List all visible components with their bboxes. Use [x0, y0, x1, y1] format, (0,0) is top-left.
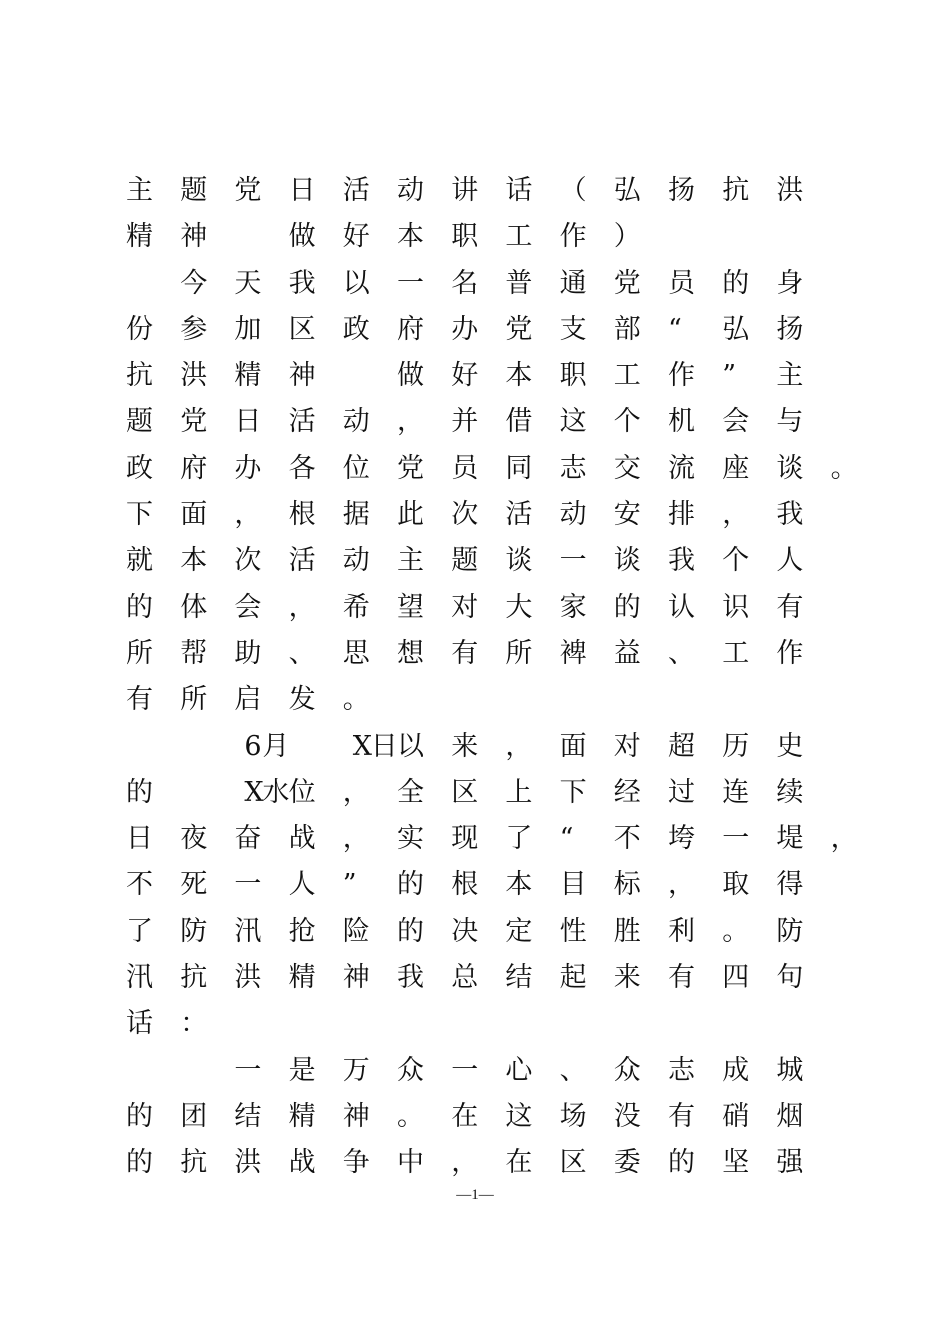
glyph: 有 — [776, 591, 804, 623]
glyph: 党 — [180, 406, 208, 438]
glyph: 防 — [776, 915, 804, 947]
glyph: 了 — [505, 823, 533, 855]
glyph: 裨 — [559, 637, 587, 669]
glyph: 次 — [451, 499, 479, 531]
glyph: 神 — [342, 962, 370, 994]
glyph: ” — [342, 869, 357, 901]
glyph: 作 — [559, 221, 587, 253]
glyph: 续 — [776, 776, 804, 808]
glyph: 抢 — [288, 915, 316, 947]
glyph: 成 — [722, 1054, 750, 1086]
glyph: 会 — [234, 591, 262, 623]
glyph: 精 — [126, 221, 153, 253]
glyph: 战 — [288, 1147, 316, 1179]
glyph: 工 — [505, 221, 533, 253]
glyph: 委 — [613, 1147, 641, 1179]
glyph: 会 — [722, 406, 750, 438]
glyph: 本 — [505, 360, 533, 392]
glyph: 党 — [397, 452, 424, 484]
glyph: 据 — [342, 499, 370, 531]
glyph: 府 — [397, 313, 424, 345]
glyph: 政 — [342, 313, 370, 345]
glyph: 并 — [451, 406, 479, 438]
glyph: ， — [722, 499, 750, 531]
glyph: 的 — [126, 1147, 153, 1179]
glyph: 下 — [559, 776, 587, 808]
glyph: 同 — [505, 452, 533, 484]
glyph: 与 — [776, 406, 804, 438]
glyph: 作 — [776, 637, 804, 669]
body-line — [126, 261, 886, 307]
glyph: 不 — [613, 823, 641, 855]
glyph: 讲 — [451, 175, 479, 206]
glyph: 抗 — [126, 360, 153, 392]
glyph: 争 — [342, 1147, 370, 1179]
glyph: 各 — [288, 452, 316, 484]
glyph: 全 — [397, 776, 424, 808]
glyph: 动 — [342, 545, 370, 577]
glyph: 精 — [234, 360, 262, 392]
glyph: 题 — [126, 406, 153, 438]
glyph: 这 — [505, 1100, 533, 1132]
glyph: 史 — [776, 730, 804, 762]
glyph: 定 — [505, 915, 533, 947]
glyph: 的 — [397, 869, 424, 901]
glyph: 参 — [180, 313, 208, 345]
glyph: ， — [288, 591, 316, 623]
glyph: 日 — [288, 175, 316, 206]
glyph: 政 — [126, 452, 153, 484]
glyph: 抗 — [180, 962, 208, 994]
glyph: 区 — [288, 313, 316, 345]
glyph: 奋 — [234, 823, 262, 855]
glyph: 本 — [180, 545, 208, 577]
glyph: 、 — [288, 637, 316, 669]
glyph: 洪 — [776, 175, 804, 206]
glyph: 人 — [776, 545, 804, 577]
glyph: 6 — [244, 730, 262, 762]
glyph: 我 — [288, 267, 316, 299]
glyph: 思 — [342, 637, 370, 669]
glyph: 历 — [722, 730, 750, 762]
glyph: 一 — [451, 1054, 479, 1086]
glyph: 本 — [505, 869, 533, 901]
glyph: 夜 — [180, 823, 208, 855]
glyph: 希 — [342, 591, 370, 623]
glyph: 员 — [668, 267, 695, 299]
glyph: ） — [613, 221, 641, 253]
glyph: 有 — [668, 962, 695, 994]
glyph: 天 — [234, 267, 262, 299]
glyph: 党 — [613, 267, 641, 299]
glyph: 没 — [613, 1100, 641, 1132]
glyph: 主 — [397, 545, 424, 577]
glyph: 月 — [262, 730, 290, 762]
glyph: 汛 — [126, 962, 153, 994]
glyph: 活 — [288, 406, 316, 438]
glyph: 一 — [722, 823, 750, 855]
glyph: X — [352, 730, 373, 762]
glyph: 垮 — [668, 823, 695, 855]
glyph: 就 — [126, 545, 153, 577]
glyph: 谈 — [613, 545, 641, 577]
glyph: 有 — [668, 1100, 695, 1132]
glyph: 决 — [451, 915, 479, 947]
glyph: 个 — [613, 406, 641, 438]
glyph: ， — [668, 869, 695, 901]
glyph: 的 — [397, 915, 424, 947]
body-line — [126, 770, 886, 816]
glyph: 防 — [180, 915, 208, 947]
glyph: 在 — [505, 1147, 533, 1179]
glyph: 党 — [234, 175, 262, 206]
glyph: 认 — [668, 591, 695, 623]
glyph: 我 — [397, 962, 424, 994]
glyph: 句 — [776, 962, 804, 994]
glyph: 过 — [668, 776, 695, 808]
glyph: 神 — [180, 221, 208, 253]
glyph: 机 — [668, 406, 695, 438]
glyph: 支 — [559, 313, 587, 345]
glyph: 神 — [342, 1100, 370, 1132]
glyph: 精 — [288, 962, 316, 994]
glyph: 发 — [288, 684, 316, 716]
glyph: 对 — [451, 591, 479, 623]
glyph: 名 — [451, 267, 479, 299]
glyph: 助 — [234, 637, 262, 669]
glyph: 家 — [559, 591, 587, 623]
glyph: 谈 — [776, 452, 804, 484]
glyph: 一 — [559, 545, 587, 577]
glyph: 洪 — [234, 1147, 262, 1179]
glyph: 扬 — [668, 175, 695, 206]
glyph: 下 — [126, 499, 153, 531]
glyph: 结 — [234, 1100, 262, 1132]
body-line — [126, 446, 886, 492]
glyph: 办 — [234, 452, 262, 484]
glyph: ， — [451, 1147, 479, 1179]
glyph: 人 — [288, 869, 316, 901]
glyph: 目 — [559, 869, 587, 901]
glyph: 主 — [776, 360, 804, 392]
glyph: 工 — [722, 637, 750, 669]
glyph: 想 — [397, 637, 424, 669]
glyph: 面 — [559, 730, 587, 762]
glyph: 帮 — [180, 637, 208, 669]
glyph: 众 — [613, 1054, 641, 1086]
glyph: 今 — [180, 267, 208, 299]
title-line — [126, 214, 886, 260]
glyph: 党 — [505, 313, 533, 345]
glyph: 洪 — [180, 360, 208, 392]
glyph: 弘 — [722, 313, 750, 345]
glyph: 谈 — [505, 545, 533, 577]
glyph: 抗 — [180, 1147, 208, 1179]
glyph: 做 — [397, 360, 424, 392]
glyph: 志 — [559, 452, 587, 484]
glyph: 主 — [126, 175, 153, 206]
glyph: 了 — [126, 915, 153, 947]
glyph: 连 — [722, 776, 750, 808]
glyph: 员 — [451, 452, 479, 484]
glyph: 次 — [234, 545, 262, 577]
glyph: 、 — [668, 637, 695, 669]
glyph: “ — [668, 313, 682, 345]
glyph: 有 — [126, 684, 153, 716]
glyph: 日 — [234, 406, 262, 438]
body-line — [126, 816, 886, 862]
document-body — [126, 168, 886, 1187]
glyph: 区 — [559, 1147, 587, 1179]
glyph: 现 — [451, 823, 479, 855]
glyph: 题 — [180, 175, 208, 206]
glyph: 本 — [397, 221, 424, 253]
glyph: 份 — [126, 313, 153, 345]
glyph: 战 — [288, 823, 316, 855]
glyph: 上 — [505, 776, 533, 808]
glyph: ， — [830, 823, 858, 855]
glyph: 超 — [668, 730, 695, 762]
glyph: 的 — [722, 267, 750, 299]
glyph: 是 — [288, 1054, 316, 1086]
glyph: ” — [722, 360, 736, 392]
glyph: 标 — [613, 869, 641, 901]
glyph: 工 — [613, 360, 641, 392]
glyph: 有 — [451, 637, 479, 669]
body-line — [126, 724, 886, 770]
glyph: ： — [180, 1008, 208, 1040]
glyph: 在 — [451, 1100, 479, 1132]
glyph: 心 — [505, 1054, 533, 1086]
glyph: X — [244, 776, 264, 808]
glyph: 烟 — [776, 1100, 804, 1132]
body-line — [126, 862, 886, 908]
body-line — [126, 1140, 886, 1186]
glyph: “ — [559, 823, 574, 855]
glyph: 交 — [613, 452, 641, 484]
glyph: ， — [342, 776, 370, 808]
glyph: 志 — [668, 1054, 695, 1086]
glyph: 职 — [451, 221, 479, 253]
glyph: 部 — [613, 313, 641, 345]
glyph: 。 — [830, 452, 858, 484]
glyph: 性 — [559, 915, 587, 947]
glyph: 结 — [505, 962, 533, 994]
body-line — [126, 1001, 886, 1047]
title-line — [126, 168, 886, 214]
glyph: 险 — [342, 915, 370, 947]
glyph: 来 — [613, 962, 641, 994]
glyph: 中 — [397, 1147, 424, 1179]
glyph: 流 — [668, 452, 695, 484]
glyph: 所 — [180, 684, 208, 716]
glyph: 好 — [451, 360, 479, 392]
glyph: 活 — [288, 545, 316, 577]
glyph: 硝 — [722, 1100, 750, 1132]
body-line — [126, 955, 886, 1001]
glyph: 、 — [559, 1054, 587, 1086]
glyph: 我 — [776, 499, 804, 531]
glyph: 话 — [126, 1008, 153, 1040]
glyph: 根 — [288, 499, 316, 531]
glyph: 的 — [126, 776, 153, 808]
glyph: 作 — [668, 360, 695, 392]
glyph: 我 — [668, 545, 695, 577]
glyph: 总 — [451, 962, 479, 994]
glyph: 根 — [451, 869, 479, 901]
body-line — [126, 538, 886, 584]
glyph: 利 — [668, 915, 695, 947]
body-line — [126, 631, 886, 677]
glyph: 起 — [559, 962, 587, 994]
glyph: 团 — [180, 1100, 208, 1132]
glyph: 神 — [288, 360, 316, 392]
body-line — [126, 909, 886, 955]
body-line — [126, 492, 886, 538]
glyph: 以 — [342, 267, 370, 299]
glyph: 弘 — [613, 175, 641, 206]
body-line — [126, 399, 886, 445]
glyph: 排 — [668, 499, 695, 531]
glyph: 所 — [505, 637, 533, 669]
glyph: 的 — [668, 1147, 695, 1179]
glyph: 身 — [776, 267, 804, 299]
glyph: 不 — [126, 869, 153, 901]
glyph: 启 — [234, 684, 262, 716]
glyph: 水 — [262, 776, 290, 808]
glyph: 位 — [288, 776, 316, 808]
glyph: 一 — [234, 1054, 262, 1086]
glyph: 话 — [505, 175, 533, 206]
glyph: 扬 — [776, 313, 804, 345]
glyph: 大 — [505, 591, 533, 623]
glyph: 望 — [397, 591, 424, 623]
glyph: 。 — [722, 915, 750, 947]
glyph: 区 — [451, 776, 479, 808]
glyph: 坚 — [722, 1147, 750, 1179]
glyph: 借 — [505, 406, 533, 438]
glyph: 经 — [613, 776, 641, 808]
glyph: 对 — [613, 730, 641, 762]
glyph: 好 — [342, 221, 370, 253]
glyph: 强 — [776, 1147, 804, 1179]
glyph: 汛 — [234, 915, 262, 947]
glyph: 加 — [234, 313, 262, 345]
glyph: 城 — [776, 1054, 804, 1086]
glyph: 的 — [613, 591, 641, 623]
glyph: 安 — [613, 499, 641, 531]
glyph: 办 — [451, 313, 479, 345]
glyph: 精 — [288, 1100, 316, 1132]
glyph: 一 — [234, 869, 262, 901]
glyph: 此 — [397, 499, 424, 531]
glyph: ， — [234, 499, 262, 531]
body-line — [126, 585, 886, 631]
glyph: （ — [559, 175, 587, 206]
body-line — [126, 353, 886, 399]
glyph: 日 — [370, 730, 398, 762]
glyph: 万 — [342, 1054, 370, 1086]
glyph: ， — [397, 406, 424, 438]
glyph: 题 — [451, 545, 479, 577]
glyph: 活 — [342, 175, 370, 206]
glyph: 场 — [559, 1100, 587, 1132]
glyph: ， — [342, 823, 370, 855]
glyph: 动 — [397, 175, 424, 206]
glyph: 来 — [451, 730, 479, 762]
glyph: 实 — [397, 823, 424, 855]
glyph: 得 — [776, 869, 804, 901]
glyph: 座 — [722, 452, 750, 484]
glyph: 以 — [397, 730, 424, 762]
glyph: 四 — [722, 962, 750, 994]
glyph: 动 — [559, 499, 587, 531]
glyph: 所 — [126, 637, 153, 669]
glyph: 府 — [180, 452, 208, 484]
body-line — [126, 1048, 886, 1094]
glyph: 做 — [288, 221, 316, 253]
glyph: 的 — [126, 591, 153, 623]
glyph: 。 — [342, 684, 370, 716]
glyph: 抗 — [722, 175, 750, 206]
glyph: 胜 — [613, 915, 641, 947]
glyph: ， — [505, 730, 533, 762]
glyph: 面 — [180, 499, 208, 531]
glyph: 位 — [342, 452, 370, 484]
glyph: 个 — [722, 545, 750, 577]
glyph: 动 — [342, 406, 370, 438]
body-line — [126, 1094, 886, 1140]
glyph: 这 — [559, 406, 587, 438]
body-line — [126, 307, 886, 353]
glyph: 。 — [397, 1100, 424, 1132]
glyph: 堤 — [776, 823, 804, 855]
glyph: 一 — [397, 267, 424, 299]
glyph: 益 — [613, 637, 641, 669]
glyph: 体 — [180, 591, 208, 623]
glyph: 的 — [126, 1100, 153, 1132]
glyph: 取 — [722, 869, 750, 901]
glyph: 洪 — [234, 962, 262, 994]
glyph: 通 — [559, 267, 587, 299]
page-number: —1— — [456, 1187, 494, 1203]
glyph: 日 — [126, 823, 153, 855]
glyph: 死 — [180, 869, 208, 901]
glyph: 普 — [505, 267, 533, 299]
glyph: 活 — [505, 499, 533, 531]
glyph: 职 — [559, 360, 587, 392]
glyph: 识 — [722, 591, 750, 623]
body-line — [126, 677, 886, 723]
glyph: 众 — [397, 1054, 424, 1086]
